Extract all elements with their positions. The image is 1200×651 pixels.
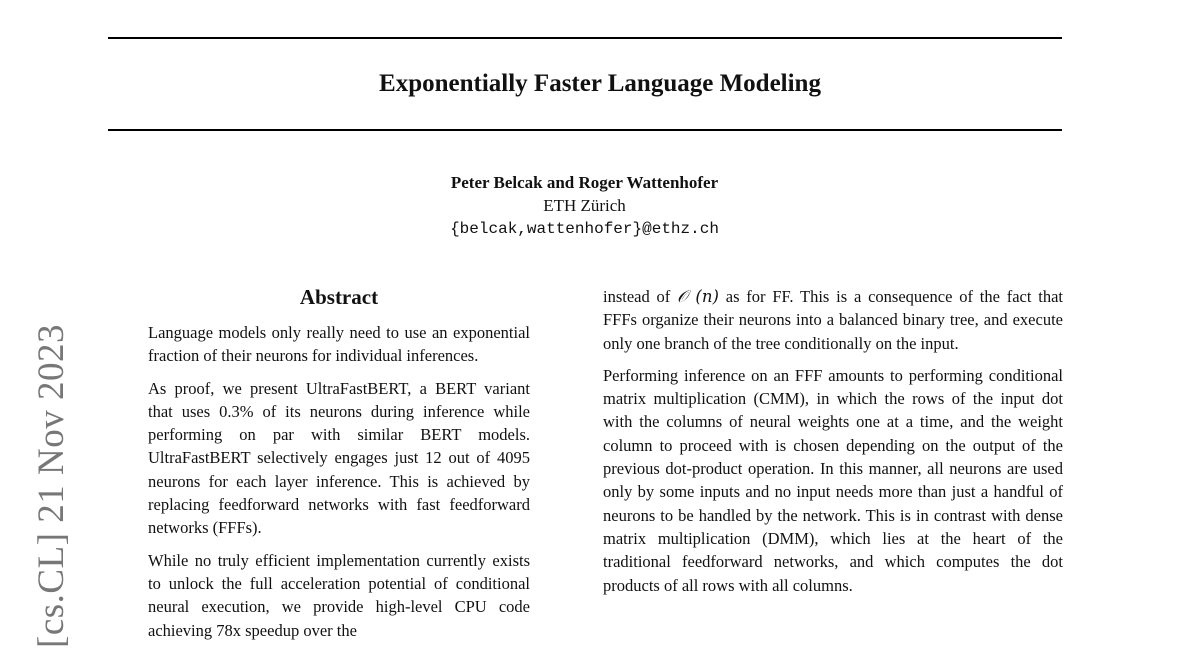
- title-rule-top: [108, 37, 1062, 39]
- right-column: [603, 285, 1063, 606]
- abstract-heading: Abstract: [299, 285, 379, 309]
- paragraph-fragment: instead of: [603, 287, 678, 306]
- big-o-notation: 𝒪 (n): [677, 287, 719, 306]
- right-paragraph-2: Performing inference on an FFF amounts to performing conditional matrix multiplication (CMM), in which the rows of the input dot with the columns of neural weights one at a time, and the weight column to proceed with is chosen depending on the output of the previous dot-product operation. In this manner, all neurons are used only by some inputs and no input needs more than just a handful of neurons to be handled by the network. This is in contrast with dense matrix multiplication (DMM), which lies at the heart of the traditional feedforward networks, and which computes the dot products of all rows with all columns.: [603, 365, 1063, 595]
- abstract-paragraph: As proof, we present UltraFastBERT, a BERT variant that uses 0.3% of its neurons during inference while performing on par with similar BERT models. UltraFastBERT selectively engages just 12 out of 4095 neurons for each layer inference. This is achieved by replacing feedforward networks with fast feedforward networks (FFFs).: [148, 378, 530, 538]
- arxiv-side-stamp: [cs.CL] 21 Nov 2023: [31, 324, 72, 648]
- paper-title: Exponentially Faster Language Modeling: [379, 70, 821, 97]
- paper-authors: Peter Belcak and Roger Wattenhofer: [450, 173, 719, 192]
- paragraph-fragment: as for FF. This is a consequence of the fact that FFFs organize their neurons into a balanced binary tree, and execute only one branch of the tree conditionally on the input.: [603, 287, 1063, 353]
- title-rule-bottom: [108, 129, 1062, 131]
- abstract-paragraph: While no truly efficient implementation currently exists to unlock the full acceleration potential of conditional neural execution, we provide high-level CPU code achieving 78x speedup over the: [148, 550, 530, 640]
- right-paragraph-1: [603, 285, 1063, 355]
- paper-affiliation: ETH Zürich: [543, 196, 626, 215]
- abstract-paragraph: Language models only really need to use an exponential fraction of their neurons for individual inferences.: [148, 323, 530, 366]
- left-column: [148, 321, 530, 651]
- paper-email: {belcak,wattenhofer}@ethz.ch: [450, 220, 719, 238]
